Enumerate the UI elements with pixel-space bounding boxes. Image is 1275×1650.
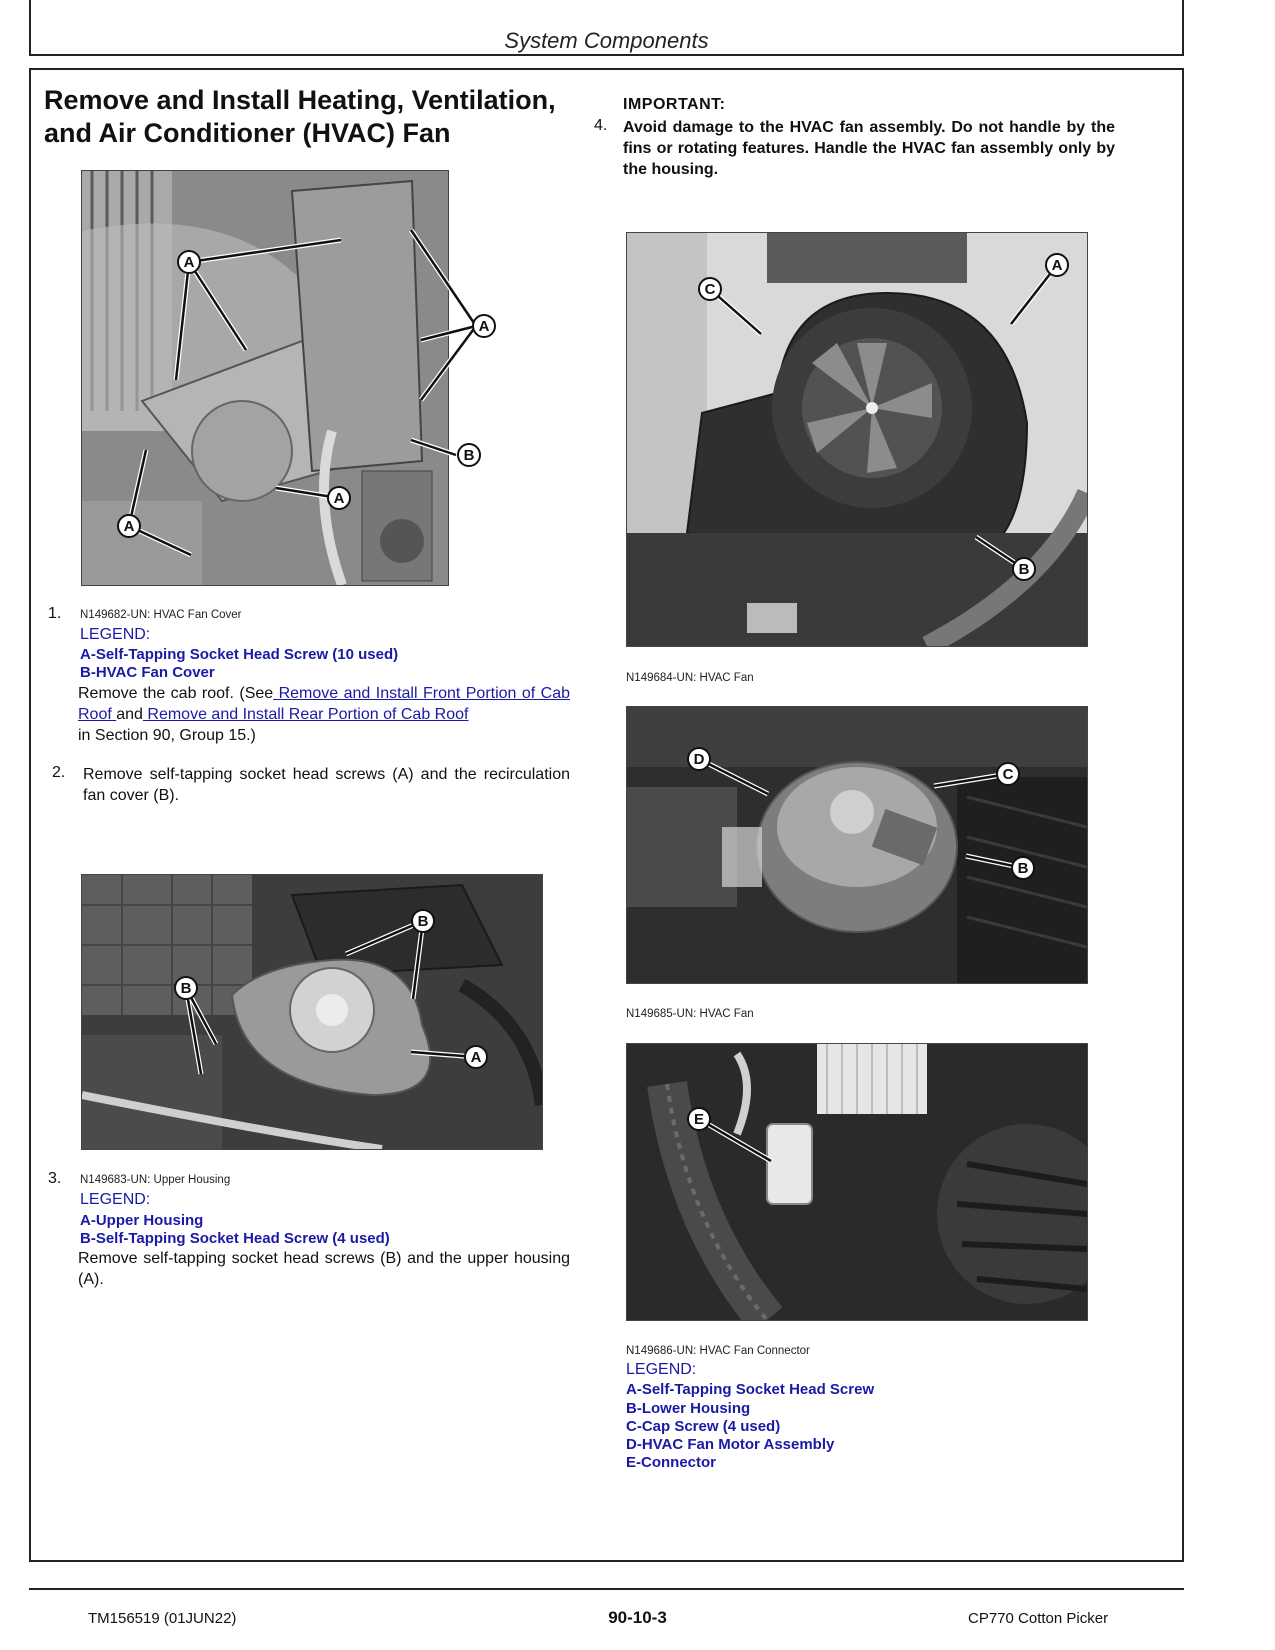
figure5-legend-item: E-Connector xyxy=(626,1454,716,1471)
figure1-legend-item: B-HVAC Fan Cover xyxy=(80,664,215,681)
svg-text:A: A xyxy=(123,518,135,535)
step1-text-pre: Remove the cab roof. (See xyxy=(78,685,274,702)
callout-d xyxy=(688,748,710,770)
callout-b xyxy=(458,444,480,466)
svg-text:A: A xyxy=(478,318,490,335)
figure5-legend-item: D-HVAC Fan Motor Assembly xyxy=(626,1436,835,1453)
callout-e xyxy=(688,1108,710,1130)
figure2-legend-item: B-Self-Tapping Socket Head Screw (4 used) xyxy=(80,1230,390,1247)
footer-divider xyxy=(29,1588,1184,1590)
callout-a-3 xyxy=(328,487,350,509)
page-title: Remove and Install Heating, Ventilation, and Air Conditioner (HVAC) Fan xyxy=(44,85,556,148)
callout-b xyxy=(1012,857,1034,879)
step4-text: Avoid damage to the HVAC fan assembly. Do not handle by the fins or rotating features. Handle the HVAC fan assembly only by the housing. xyxy=(623,119,1115,178)
svg-text:A: A xyxy=(333,490,345,507)
footer-doc-id: TM156519 (01JUN22) xyxy=(88,1610,237,1627)
link-front-cab-roof[interactable]: Remove and Install Front Portion of Cab Roof xyxy=(78,685,571,723)
footer-page-number: 90-10-3 xyxy=(608,1608,667,1627)
svg-text:A: A xyxy=(183,254,195,271)
figure3-callouts xyxy=(626,232,1086,645)
header-title: System Components xyxy=(504,28,709,53)
figure1-legend-title: LEGEND: xyxy=(80,626,151,643)
figure3-caption: N149684-UN: HVAC Fan xyxy=(626,672,754,684)
svg-text:D: D xyxy=(693,751,705,768)
callout-b-1 xyxy=(412,910,434,932)
figure5-legend-item: C-Cap Screw (4 used) xyxy=(626,1418,781,1435)
figure5-callouts xyxy=(626,1043,1086,1319)
svg-text:A: A xyxy=(1051,257,1063,274)
svg-text:B: B xyxy=(463,447,475,464)
step1-text xyxy=(78,683,570,746)
figure2-legend-item: A-Upper Housing xyxy=(80,1212,204,1229)
svg-text:A: A xyxy=(470,1049,482,1066)
figure4-callouts xyxy=(626,706,1086,982)
step-number-3: 3. xyxy=(48,1170,62,1187)
callout-c xyxy=(997,763,1019,785)
link-rear-cab-roof[interactable]: Remove and Install Rear Portion of Cab Roof xyxy=(142,706,469,723)
svg-text:B: B xyxy=(417,913,429,930)
footer-product: CP770 Cotton Picker xyxy=(968,1610,1109,1627)
step1-text-mid: and xyxy=(116,706,143,723)
step-number-2: 2. xyxy=(52,764,66,781)
step-number-1: 1. xyxy=(48,605,62,622)
figure5-caption: N149686-UN: HVAC Fan Connector xyxy=(626,1345,810,1357)
figure5-legend-title: LEGEND: xyxy=(626,1361,697,1378)
callout-a xyxy=(1046,254,1068,276)
figure1-callouts xyxy=(81,170,511,584)
svg-text:B: B xyxy=(1018,561,1030,578)
important-heading: IMPORTANT: xyxy=(623,96,726,113)
svg-text:B: B xyxy=(180,980,192,997)
callout-b-2 xyxy=(175,977,197,999)
figure1-caption: N149682-UN: HVAC Fan Cover xyxy=(80,609,242,621)
callout-a-4 xyxy=(118,515,140,537)
step1-text-post: in Section 90, Group 15.) xyxy=(78,727,256,744)
step-number-4: 4. xyxy=(594,117,608,134)
callout-b xyxy=(1013,558,1035,580)
svg-text:C: C xyxy=(704,281,716,298)
callout-c xyxy=(699,278,721,300)
figure5-legend-item: A-Self-Tapping Socket Head Screw xyxy=(626,1381,875,1398)
callout-a xyxy=(465,1046,487,1068)
figure1-legend-item: A-Self-Tapping Socket Head Screw (10 used) xyxy=(80,646,399,663)
figure2-callouts xyxy=(81,874,541,1148)
step2-text: Remove self-tapping socket head screws (A) and the recirculation fan cover (B). xyxy=(83,766,570,804)
figure2-caption: N149683-UN: Upper Housing xyxy=(80,1174,231,1186)
figure5-legend-item: B-Lower Housing xyxy=(626,1400,751,1417)
svg-text:C: C xyxy=(1002,766,1014,783)
step3-text: Remove self-tapping socket head screws (B) and the upper housing (A). xyxy=(78,1250,570,1288)
callout-a-1 xyxy=(178,251,200,273)
figure2-legend-title: LEGEND: xyxy=(80,1191,151,1208)
figure4-caption: N149685-UN: HVAC Fan xyxy=(626,1008,754,1020)
svg-text:E: E xyxy=(693,1111,705,1128)
callout-a-2 xyxy=(473,315,495,337)
svg-text:B: B xyxy=(1017,860,1029,877)
